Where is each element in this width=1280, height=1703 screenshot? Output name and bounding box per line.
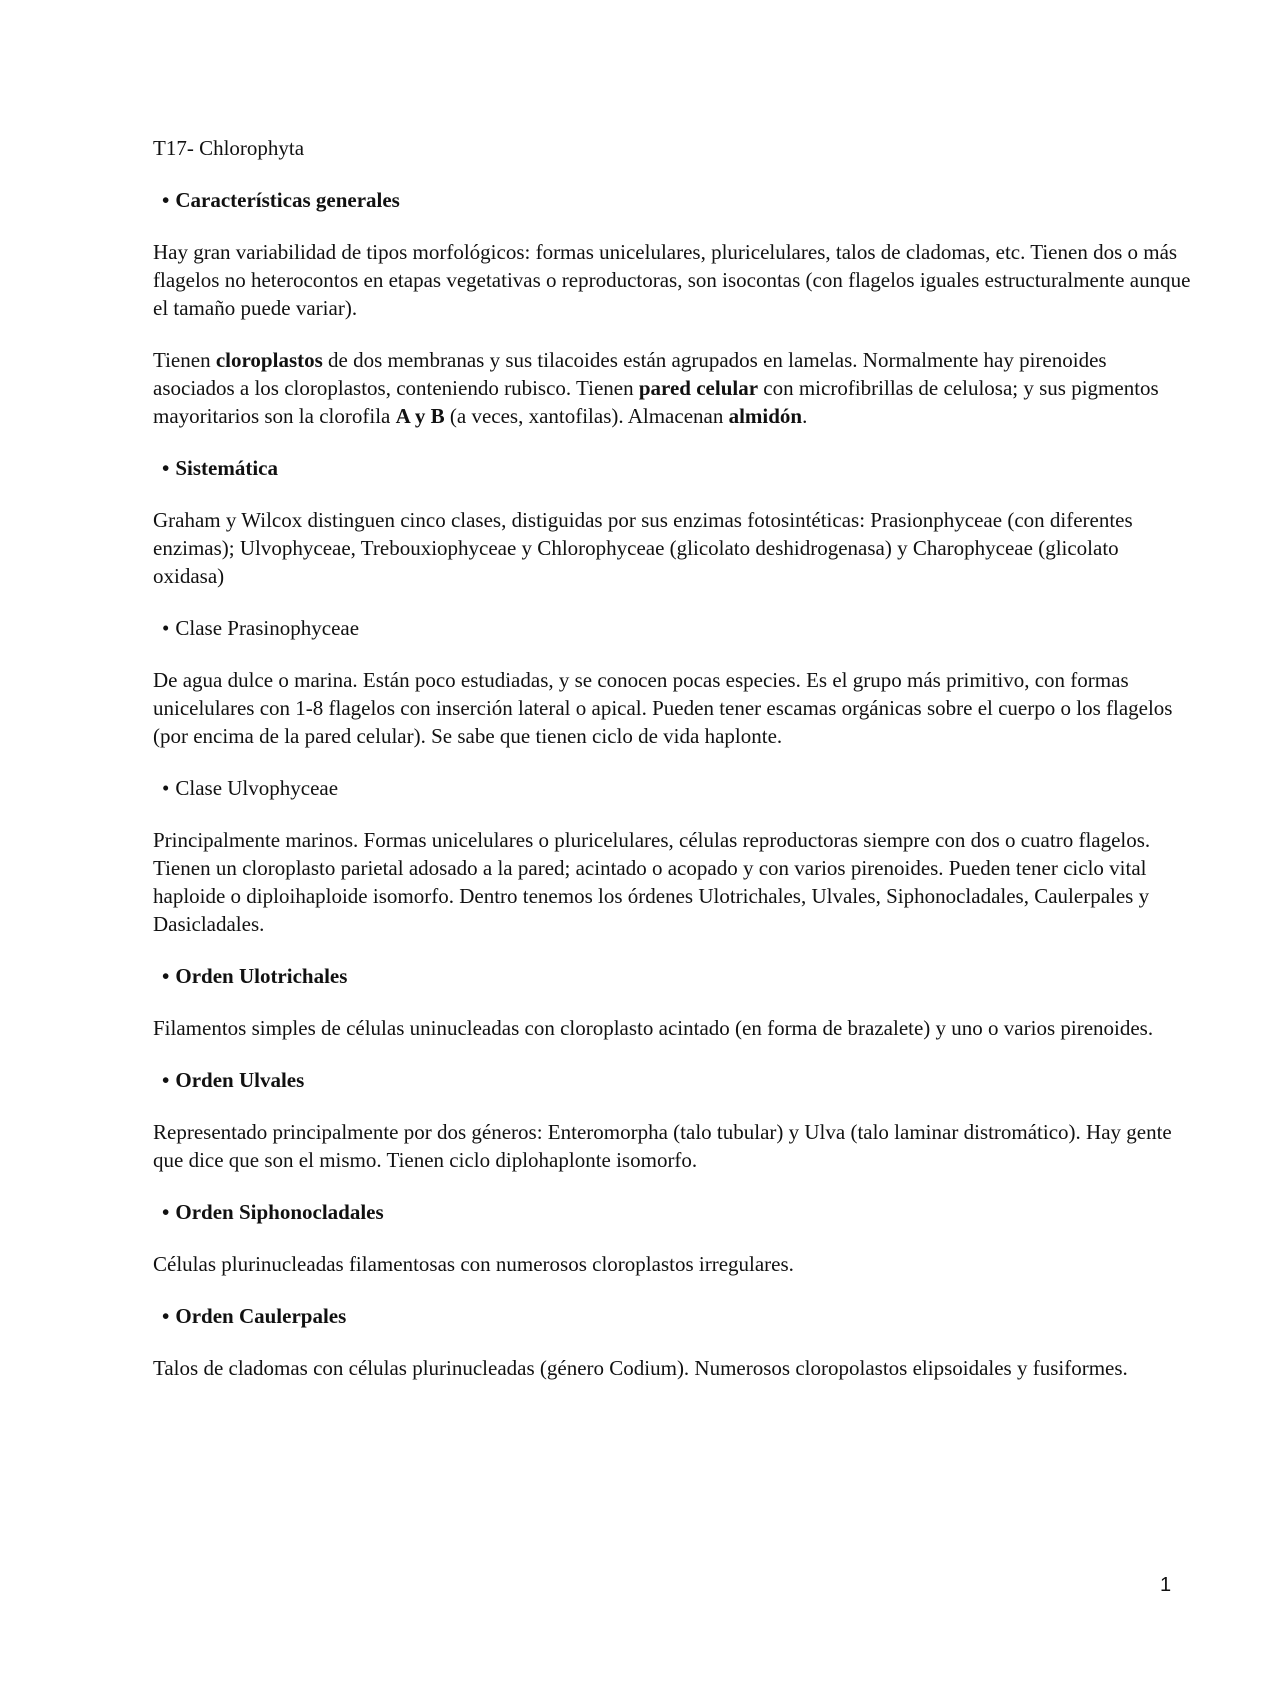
bullet-glyph: • — [162, 964, 170, 988]
section-heading-label: Sistemática — [175, 456, 279, 480]
section-heading-label: Orden Siphonocladales — [175, 1200, 384, 1224]
section-heading-prasinophyceae — [153, 614, 1193, 642]
paragraph: Filamentos simples de células uninucleadas con cloroplasto acintado (en forma de brazalete) y uno o varios pirenoides. — [153, 1016, 1154, 1040]
bold-term: A y B — [395, 404, 445, 428]
section-heading-label: Orden Ulotrichales — [175, 964, 348, 988]
section-heading-label: Clase Prasinophyceae — [175, 616, 360, 640]
section-heading-ulvales — [153, 1066, 1193, 1094]
bold-term: almidón — [728, 404, 803, 428]
text-run: Tienen — [153, 348, 216, 372]
section-heading-label: Clase Ulvophyceae — [175, 776, 339, 800]
text-run: (a veces, xantofilas). Almacenan — [444, 404, 729, 428]
document-title: T17- Chlorophyta — [153, 136, 305, 160]
paragraph: De agua dulce o marina. Están poco estudiadas, y se conocen pocas especies. Es el grupo más primitivo, con formas unicelulares con 1-8 flagelos con inserción lateral o apical. Pueden tener escamas orgánicas sobre el cuerpo o los flagelos (por encima de la pared celular). Se sabe que tienen ciclo de vida haplonte. — [153, 668, 1173, 748]
section-heading-ulvophyceae — [153, 774, 1193, 802]
bullet-glyph: • — [162, 616, 170, 640]
paragraph — [153, 346, 1193, 430]
section-heading-caracteristicas — [153, 186, 1193, 214]
section-heading-siphonocladales — [153, 1198, 1193, 1226]
text-run: de dos membranas y sus tilacoides están agrupados en lamelas. Normalmente hay pirenoides asociados a los cloroplastos, conteniendo rubisco. Tienen — [153, 348, 1107, 400]
bullet-glyph: • — [162, 1068, 170, 1092]
section-heading-label: Orden Ulvales — [175, 1068, 305, 1092]
bullet-glyph: • — [162, 1200, 170, 1224]
paragraph: Hay gran variabilidad de tipos morfológicos: formas unicelulares, pluricelulares, talos de cladomas, etc. Tienen dos o más flagelos no heterocontos en etapas vegetativas o reproductoras, son isocontas (con flagelos iguales estructuralmente aunque el tamaño puede variar). — [153, 240, 1191, 320]
page-number: 1 — [1160, 1574, 1172, 1596]
section-heading-label: Orden Caulerpales — [175, 1304, 347, 1328]
text-run: con microfibrillas de celulosa; y sus pigmentos mayoritarios son la clorofila — [153, 376, 1159, 428]
document-body — [153, 134, 1193, 1406]
paragraph: Representado principalmente por dos géneros: Enteromorpha (talo tubular) y Ulva (talo laminar distromático). Hay gente que dice que son el mismo. Tienen ciclo diplohaplonte isomorfo. — [153, 1120, 1172, 1172]
paragraph: Talos de cladomas con células plurinucleadas (género Codium). Numerosos cloropolastos elipsoidales y fusiformes. — [153, 1356, 1128, 1380]
section-heading-caulerpales — [153, 1302, 1193, 1330]
section-heading-ulotrichales — [153, 962, 1193, 990]
paragraph: Células plurinucleadas filamentosas con numerosos cloroplastos irregulares. — [153, 1252, 794, 1276]
bullet-glyph: • — [162, 776, 170, 800]
bold-term: cloroplastos — [215, 348, 323, 372]
text-run: . — [802, 404, 808, 428]
bullet-glyph: • — [162, 188, 170, 212]
bold-term: pared celular — [638, 376, 759, 400]
paragraph: Principalmente marinos. Formas unicelulares o pluricelulares, células reproductoras siempre con dos o cuatro flagelos. Tienen un cloroplasto parietal adosado a la pared; acintado o acopado y con varios pirenoides. Pueden tener ciclo vital haploide o diploihaploide isomorfo. Dentro tenemos los órdenes Ulotrichales, Ulvales, Siphonocladales, Caulerpales y Dasicladales. — [153, 828, 1151, 936]
section-heading-sistematica — [153, 454, 1193, 482]
bullet-glyph: • — [162, 1304, 170, 1328]
paragraph: Graham y Wilcox distinguen cinco clases, distiguidas por sus enzimas fotosintéticas: Prasionphyceae (con diferentes enzimas); Ulvophyceae, Trebouxiophyceae y Chlorophyceae (glicolato deshidrogenasa) y Charophyceae (glicolato oxidasa) — [153, 508, 1133, 588]
section-heading-label: Características generales — [175, 188, 400, 212]
bullet-glyph: • — [162, 456, 170, 480]
